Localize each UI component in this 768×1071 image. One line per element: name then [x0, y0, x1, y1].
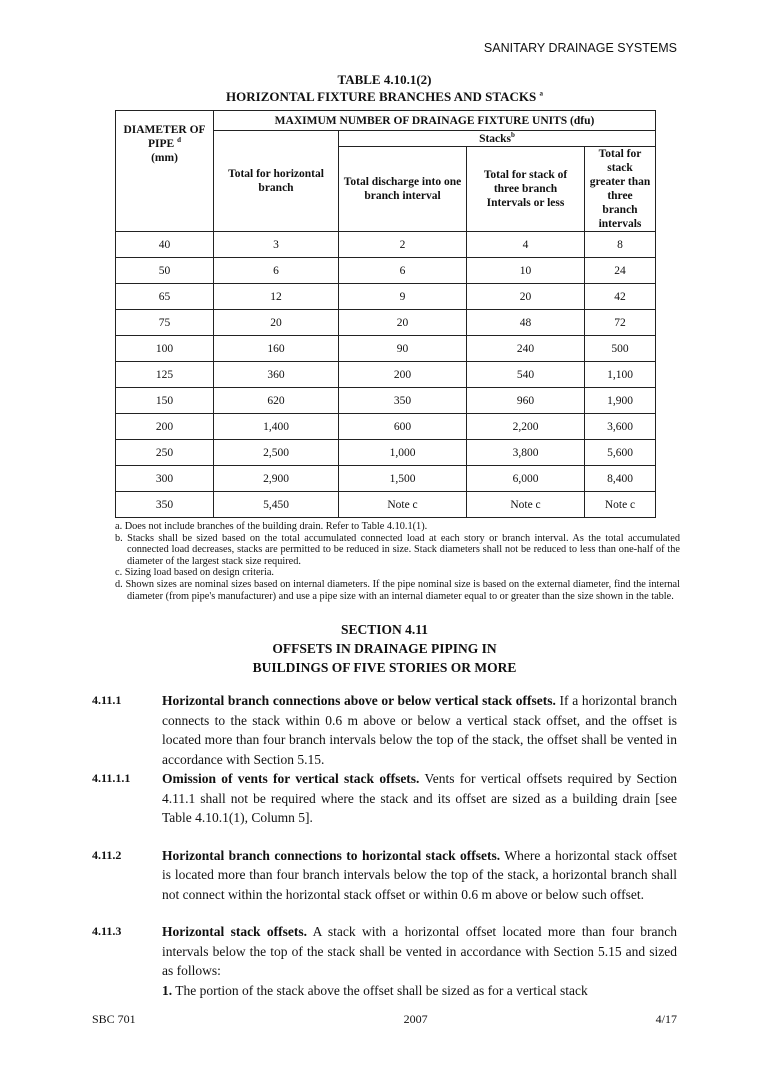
header-greater-three: Total for stack greater than three branch intervals	[585, 147, 656, 232]
header-stacks	[339, 131, 656, 147]
table-cell: 350	[116, 492, 214, 518]
table-cell: 6	[339, 258, 467, 284]
table-cell: 2,200	[467, 414, 585, 440]
table-cell: 3,800	[467, 440, 585, 466]
table-row	[116, 466, 656, 492]
paragraph-number: 4.11.1	[92, 693, 122, 708]
table-row	[116, 388, 656, 414]
table-cell: 150	[116, 388, 214, 414]
section-heading	[92, 620, 677, 677]
header-diameter	[116, 111, 214, 232]
table-cell: 72	[585, 310, 656, 336]
table-cell: 960	[467, 388, 585, 414]
list-item-number: 1.	[162, 982, 173, 998]
table-title-sup: a	[539, 89, 543, 98]
list-item-text: The portion of the stack above the offset shall be sized as for a vertical stack	[172, 982, 588, 998]
table-row	[116, 258, 656, 284]
table-row	[116, 284, 656, 310]
table-cell: 350	[339, 388, 467, 414]
table-cell: 65	[116, 284, 214, 310]
paragraph-heading: Omission of vents for vertical stack offsets.	[162, 771, 420, 787]
table-cell: 240	[467, 336, 585, 362]
table-cell: 2,500	[214, 440, 339, 466]
table-cell: 20	[339, 310, 467, 336]
paragraph-4-11-2	[92, 846, 677, 905]
paragraph-body	[162, 769, 677, 828]
footer-year: 2007	[403, 1012, 428, 1027]
running-head: SANITARY DRAINAGE SYSTEMS	[483, 41, 677, 55]
table-row	[116, 414, 656, 440]
paragraph-number: 4.11.3	[92, 924, 122, 939]
fixture-table	[115, 110, 656, 518]
table-cell: 250	[116, 440, 214, 466]
paragraph-number: 4.11.2	[92, 847, 122, 862]
table-cell: 360	[214, 362, 339, 388]
table-body	[116, 232, 656, 518]
table-cell: 300	[116, 466, 214, 492]
table-title-line	[92, 88, 677, 105]
table-cell: 160	[214, 336, 339, 362]
table-cell: 24	[585, 258, 656, 284]
table-cell: 1,900	[585, 388, 656, 414]
paragraph-heading: Horizontal branch connections to horizontal stack offsets.	[162, 847, 501, 863]
table-cell: 1,500	[339, 466, 467, 492]
header-stacks-sup: b	[511, 130, 515, 139]
header-diameter-label: DIAMETER OF PIPE	[123, 124, 206, 150]
note-a: a. Does not include branches of the building drain. Refer to Table 4.10.1(1).	[115, 521, 428, 532]
table-cell: 1,400	[214, 414, 339, 440]
paragraph-text: Where a horizontal stack offset is located more than four branch intervals below the top of the stack, a horizontal branch shall not connect within the horizontal stack offset or within 0.6 m above or below such offset.	[162, 847, 677, 902]
paragraph-body	[162, 691, 677, 769]
page-footer	[92, 1000, 677, 1027]
table-cell: 100	[116, 336, 214, 362]
header-three-or-less: Total for stack of three branch Intervals or less	[467, 147, 585, 232]
table-cell: 75	[116, 310, 214, 336]
table-cell: 5,450	[214, 492, 339, 518]
note-b: b. Stacks shall be sized based on the total accumulated connected load at each story or branch interval. As the total accumulated connected load decreases, stacks are permitted to be reduced in size. Stack diameters shall not be reduced to less than one-half of the diameter of the largest stack size required.	[115, 532, 680, 567]
paragraph-4-11-1	[92, 691, 677, 769]
table-cell: 600	[339, 414, 467, 440]
section-title-line2: BUILDINGS OF FIVE STORIES OR MORE	[252, 660, 517, 676]
table-cell: 6,000	[467, 466, 585, 492]
table-cell: Note c	[585, 492, 656, 518]
table-row	[116, 492, 656, 518]
table-cell: Note c	[339, 492, 467, 518]
paragraph-body	[162, 846, 677, 905]
header-one-interval: Total discharge into one branch interval	[339, 147, 467, 232]
table-cell: 540	[467, 362, 585, 388]
paragraph-number: 4.11.1.1	[92, 771, 131, 786]
paragraph-4-11-1-1	[92, 769, 677, 828]
table-number: TABLE 4.10.1(2)	[337, 72, 432, 87]
paragraph-text: A stack with a horizontal offset located more than four branch intervals below the top of the stack shall be vented in accordance with Section 5.15 and sized as follows:	[162, 924, 677, 979]
paragraph-body	[162, 922, 677, 1000]
table-cell: 2	[339, 232, 467, 258]
table-cell: 90	[339, 336, 467, 362]
table-cell: 5,600	[585, 440, 656, 466]
table-cell: 8	[585, 232, 656, 258]
table-cell: 20	[467, 284, 585, 310]
paragraph-heading: Horizontal branch connections above or below vertical stack offsets.	[162, 693, 556, 709]
section-number: SECTION 4.11	[340, 622, 429, 638]
table-cell: 4	[467, 232, 585, 258]
header-group: MAXIMUM NUMBER OF DRAINAGE FIXTURE UNITS (dfu)	[214, 111, 656, 131]
table-cell: 12	[214, 284, 339, 310]
header-diameter-unit: (mm)	[151, 152, 178, 164]
table-cell: 40	[116, 232, 214, 258]
table-cell: 48	[467, 310, 585, 336]
table-cell: 200	[116, 414, 214, 440]
table-row	[116, 232, 656, 258]
table-notes	[115, 521, 680, 602]
table-title-text: HORIZONTAL FIXTURE BRANCHES AND STACKS	[226, 89, 537, 104]
table-cell: 1,100	[585, 362, 656, 388]
note-d: d. Shown sizes are nominal sizes based on internal diameters. If the pipe nominal size is based on the external diameter, find the internal diameter (from pipe's manufacturer) and use a pipe size with an internal diameter equal to or greater than the size shown in the table.	[115, 578, 680, 602]
paragraph-4-11-3	[92, 922, 677, 1000]
table-cell: 6	[214, 258, 339, 284]
table-cell: 10	[467, 258, 585, 284]
table-row	[116, 310, 656, 336]
table-cell: 42	[585, 284, 656, 310]
table-cell: 8,400	[585, 466, 656, 492]
table-cell: 500	[585, 336, 656, 362]
table-title	[92, 71, 677, 105]
table-row	[116, 336, 656, 362]
table-cell: Note c	[467, 492, 585, 518]
paragraph-text: If a horizontal branch connects to the stack within 0.6 m above or below a vertical stack offset, and the offset is located more than four branch intervals below the top of the stack, the offset shall be vented in accordance with Section 5.15.	[162, 693, 677, 767]
table-cell: 620	[214, 388, 339, 414]
table-cell: 200	[339, 362, 467, 388]
table-cell: 50	[116, 258, 214, 284]
footer-page: 4/17	[655, 1012, 677, 1027]
paragraph-heading: Horizontal stack offsets.	[162, 924, 308, 940]
table-cell: 3,600	[585, 414, 656, 440]
table-row	[116, 362, 656, 388]
table-cell: 9	[339, 284, 467, 310]
table-cell: 3	[214, 232, 339, 258]
table-row	[116, 440, 656, 466]
header-diameter-sup: d	[177, 136, 181, 145]
table-cell: 1,000	[339, 440, 467, 466]
header-horizontal: Total for horizontal branch	[214, 131, 339, 232]
note-c: c. Sizing load based on design criteria.	[115, 567, 274, 579]
paragraph-text: Vents for vertical offsets required by Section 4.11.1 shall not be required where the stack and its offset are sized as a building drain [see Table 4.10.1(1), Column 5].	[162, 771, 677, 826]
table-cell: 125	[116, 362, 214, 388]
header-stacks-label: Stacks	[479, 132, 512, 145]
section-title-line1: OFFSETS IN DRAINAGE PIPING IN	[272, 641, 497, 657]
footer-code: SBC 701	[92, 1012, 136, 1027]
table-cell: 2,900	[214, 466, 339, 492]
table-cell: 20	[214, 310, 339, 336]
